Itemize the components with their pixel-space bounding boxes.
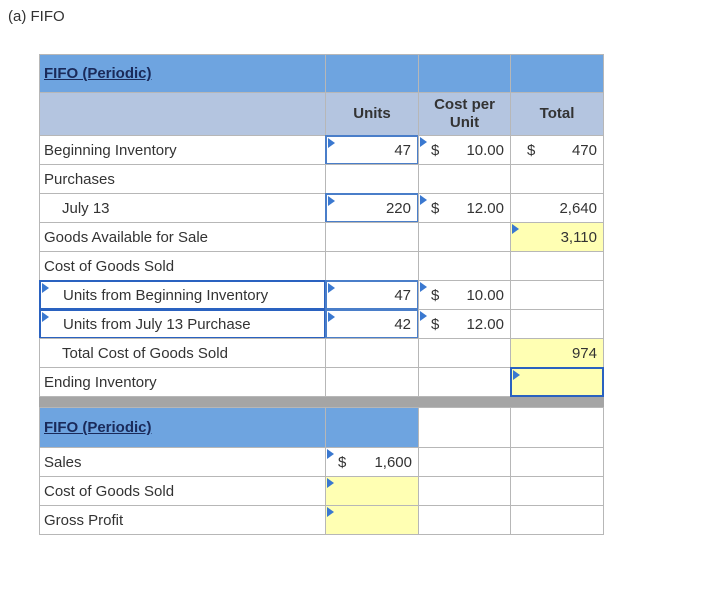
row-july13-label: July 13 (39, 193, 326, 223)
units-beginning-total-blank (510, 280, 604, 310)
goods-available-total-input[interactable] (510, 222, 604, 252)
dollar-sign: $ (431, 199, 440, 217)
purchases-cpu-blank (418, 164, 511, 194)
table2-blank-total (510, 407, 604, 448)
units-beginning-cpu-value: 10.00 (466, 286, 504, 304)
row-purchases-label: Purchases (39, 164, 326, 194)
row-cogs2-label: Cost of Goods Sold (39, 476, 326, 506)
ending-inventory-total-input[interactable] (510, 367, 604, 397)
units-july13-total-blank (510, 309, 604, 339)
table1-title: FIFO (Periodic) (39, 54, 326, 93)
table1-title-fill-total (510, 54, 604, 93)
ending-inventory-cpu-blank (418, 367, 511, 397)
units-july13-cpu-value: 12.00 (466, 315, 504, 333)
cogs2-cpu-blank (418, 476, 511, 506)
july13-total: 2,640 (510, 193, 604, 223)
sales-total-blank (510, 447, 604, 477)
beginning-inventory-cpu-input[interactable] (418, 135, 511, 165)
goods-available-cpu-blank (418, 222, 511, 252)
row-goods-available-label: Goods Available for Sale (39, 222, 326, 252)
purchases-units-blank (325, 164, 419, 194)
units-july13-units-value: 42 (394, 315, 411, 333)
total-cogs-units-blank (325, 338, 419, 368)
units-july13-units-input[interactable] (325, 309, 419, 339)
header-label-blank (39, 92, 326, 136)
beginning-inventory-total (510, 135, 604, 165)
total-cogs-cpu-blank (418, 338, 511, 368)
dollar-sign: $ (338, 453, 347, 471)
goods-available-total-value: 3,110 (560, 228, 597, 246)
units-july13-label-select[interactable] (39, 309, 326, 339)
july13-cpu-input[interactable] (418, 193, 511, 223)
dollar-sign: $ (431, 315, 440, 333)
units-july13-label: Units from July 13 Purchase (63, 315, 251, 333)
beginning-inventory-total-value: 470 (571, 141, 597, 159)
row-total-cogs-label: Total Cost of Goods Sold (39, 338, 326, 368)
cogs2-total-blank (510, 476, 604, 506)
purchases-total-blank (510, 164, 604, 194)
ending-inventory-units-blank (325, 367, 419, 397)
units-july13-cpu-input[interactable] (418, 309, 511, 339)
dollar-sign: $ (431, 286, 440, 304)
section-heading: (a) FIFO (8, 8, 65, 25)
units-beginning-label-select[interactable] (39, 280, 326, 310)
header-total: Total (510, 92, 604, 136)
beginning-inventory-units-value: 47 (394, 141, 411, 159)
table1-title-fill-units (325, 54, 419, 93)
row-ending-inventory-label: Ending Inventory (39, 367, 326, 397)
sales-cpu-blank (418, 447, 511, 477)
table2-title: FIFO (Periodic) (39, 407, 326, 448)
cogs-total-blank (510, 251, 604, 281)
goods-available-units-blank (325, 222, 419, 252)
gross-profit-total-blank (510, 505, 604, 535)
july13-cpu-value: 12.00 (466, 199, 504, 217)
row-gross-profit-label: Gross Profit (39, 505, 326, 535)
july13-units-input[interactable] (325, 193, 419, 223)
dollar-sign: $ (431, 141, 440, 159)
units-beginning-label: Units from Beginning Inventory (63, 286, 269, 304)
cogs-units-blank (325, 251, 419, 281)
row-cogs-label: Cost of Goods Sold (39, 251, 326, 281)
gross-profit-value-input[interactable] (325, 505, 419, 535)
beginning-inventory-units-input[interactable] (325, 135, 419, 165)
header-units: Units (325, 92, 419, 136)
gross-profit-cpu-blank (418, 505, 511, 535)
cogs-cpu-blank (418, 251, 511, 281)
sales-value: 1,600 (374, 453, 412, 471)
row-beginning-inventory-label: Beginning Inventory (39, 135, 326, 165)
sales-value-input[interactable] (325, 447, 419, 477)
total-cogs-total-value: 974 (571, 344, 597, 362)
units-beginning-cpu-input[interactable] (418, 280, 511, 310)
table2-blank-cpu (418, 407, 511, 448)
total-cogs-total-input[interactable] (510, 338, 604, 368)
table2-title-fill (325, 407, 419, 448)
july13-units-value: 220 (385, 199, 411, 217)
cogs2-value-input[interactable] (325, 476, 419, 506)
row-sales-label: Sales (39, 447, 326, 477)
table-separator (39, 397, 604, 407)
beginning-inventory-cpu-value: 10.00 (466, 141, 504, 159)
header-cost-per-unit: Cost per Unit (418, 92, 511, 136)
units-beginning-units-value: 47 (394, 286, 411, 304)
dollar-sign: $ (527, 141, 536, 159)
units-beginning-units-input[interactable] (325, 280, 419, 310)
table1-title-fill-cpu (418, 54, 511, 93)
